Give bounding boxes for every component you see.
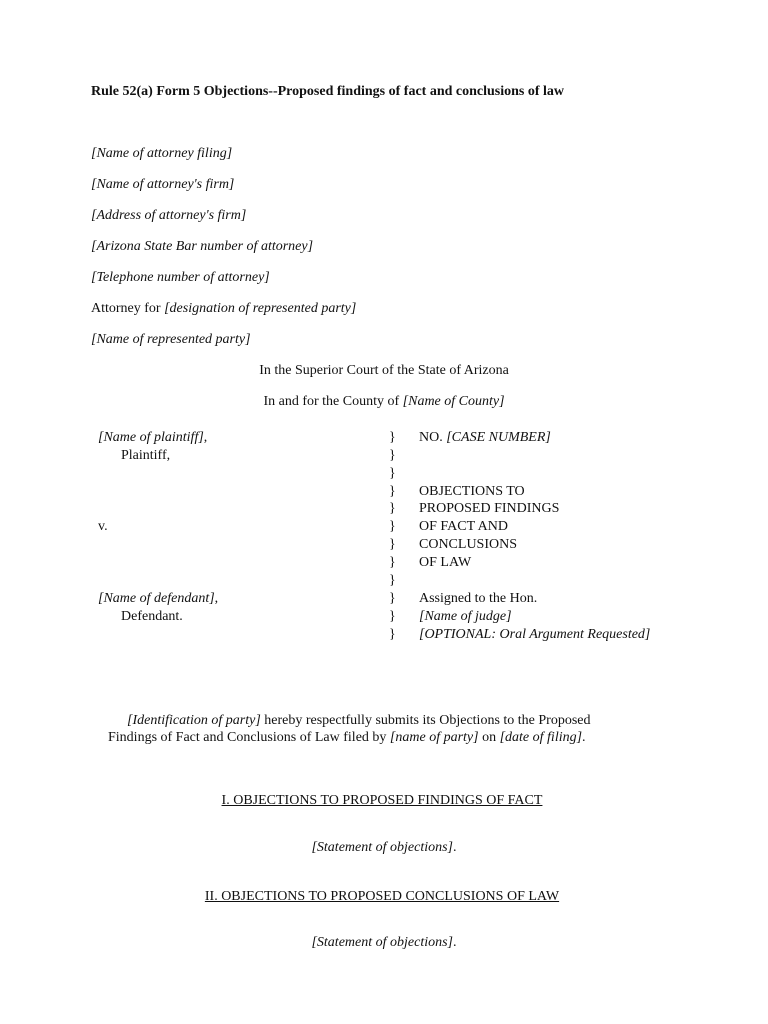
caption-brace: } xyxy=(389,555,396,570)
doc-title-line: CONCLUSIONS xyxy=(419,537,518,552)
case-number-prefix: NO. xyxy=(419,430,443,445)
statement-of-objections: [Statement of objections] xyxy=(311,840,454,855)
attorney-firm: [Name of attorney's firm] xyxy=(91,177,235,192)
plaintiff-name: [Name of plaintiff] xyxy=(98,430,204,445)
caption-brace: } xyxy=(389,537,396,552)
intro-filer: [name of party] xyxy=(389,730,479,745)
attorney-bar-number: [Arizona State Bar number of attorney] xyxy=(91,239,314,254)
doc-title-line: OBJECTIONS TO xyxy=(419,484,525,499)
defendant-name: [Name of defendant] xyxy=(98,591,215,606)
caption-brace: } xyxy=(389,448,396,463)
plaintiff-comma: , xyxy=(203,430,208,445)
attorney-for-line xyxy=(91,301,356,317)
court-county-prefix: In and for the County of xyxy=(263,394,400,409)
intro-party: [Identification of party] xyxy=(127,713,261,728)
intro-end: . xyxy=(582,730,586,745)
section-heading: I. OBJECTIONS TO PROPOSED FINDINGS OF FACT xyxy=(221,793,543,808)
judge-name: [Name of judge] xyxy=(419,609,512,624)
doc-title-line: OF LAW xyxy=(419,555,472,570)
statement-of-objections: [Statement of objections] xyxy=(311,935,454,950)
plaintiff-label: Plaintiff, xyxy=(121,448,171,463)
plaintiff-line xyxy=(98,430,207,446)
court-name: In the Superior Court of the State of Arizona xyxy=(259,363,509,378)
section-body xyxy=(0,935,768,951)
intro-line-1 xyxy=(127,713,591,729)
assigned-label: Assigned to the Hon. xyxy=(419,591,538,606)
doc-title-line: PROPOSED FINDINGS xyxy=(419,501,560,516)
versus-label: v. xyxy=(98,519,108,534)
attorney-name: [Name of attorney filing] xyxy=(91,146,233,161)
statement-end: . xyxy=(453,935,457,950)
defendant-label: Defendant. xyxy=(121,609,183,624)
intro-date: [date of filing] xyxy=(499,730,583,745)
oral-argument-note: [OPTIONAL: Oral Argument Requested] xyxy=(419,627,651,642)
intro-line-2 xyxy=(108,730,586,746)
case-number-line xyxy=(419,430,551,446)
caption-brace: } xyxy=(389,519,396,534)
document-title: Rule 52(a) Form 5 Objections--Proposed findings of fact and conclusions of law xyxy=(91,84,565,99)
court-county-value: [Name of County] xyxy=(402,394,505,409)
attorney-for-prefix: Attorney for xyxy=(91,301,161,316)
attorney-for-value: [designation of represented party] xyxy=(164,301,357,316)
caption-brace: } xyxy=(389,430,396,445)
intro-text-1: hereby respectfully submits its Objections to the Proposed xyxy=(264,713,591,728)
caption-brace: } xyxy=(389,501,396,516)
intro-text-2: Findings of Fact and Conclusions of Law filed by xyxy=(108,730,387,745)
caption-brace: } xyxy=(389,609,396,624)
caption-brace: } xyxy=(389,591,396,606)
case-number-value: [CASE NUMBER] xyxy=(446,430,551,445)
caption-brace: } xyxy=(389,484,396,499)
caption-brace: } xyxy=(389,573,396,588)
attorney-address: [Address of attorney's firm] xyxy=(91,208,247,223)
intro-on: on xyxy=(482,730,497,745)
caption-brace: } xyxy=(389,627,396,642)
court-county-line xyxy=(0,394,768,410)
attorney-telephone: [Telephone number of attorney] xyxy=(91,270,270,285)
represented-party: [Name of represented party] xyxy=(91,332,251,347)
doc-title-line: OF FACT AND xyxy=(419,519,508,534)
caption-brace: } xyxy=(389,466,396,481)
statement-end: . xyxy=(453,840,457,855)
section-body xyxy=(0,840,768,856)
section-heading: II. OBJECTIONS TO PROPOSED CONCLUSIONS OF LAW xyxy=(204,889,560,904)
defendant-comma: , xyxy=(214,591,219,606)
defendant-line xyxy=(98,591,218,607)
